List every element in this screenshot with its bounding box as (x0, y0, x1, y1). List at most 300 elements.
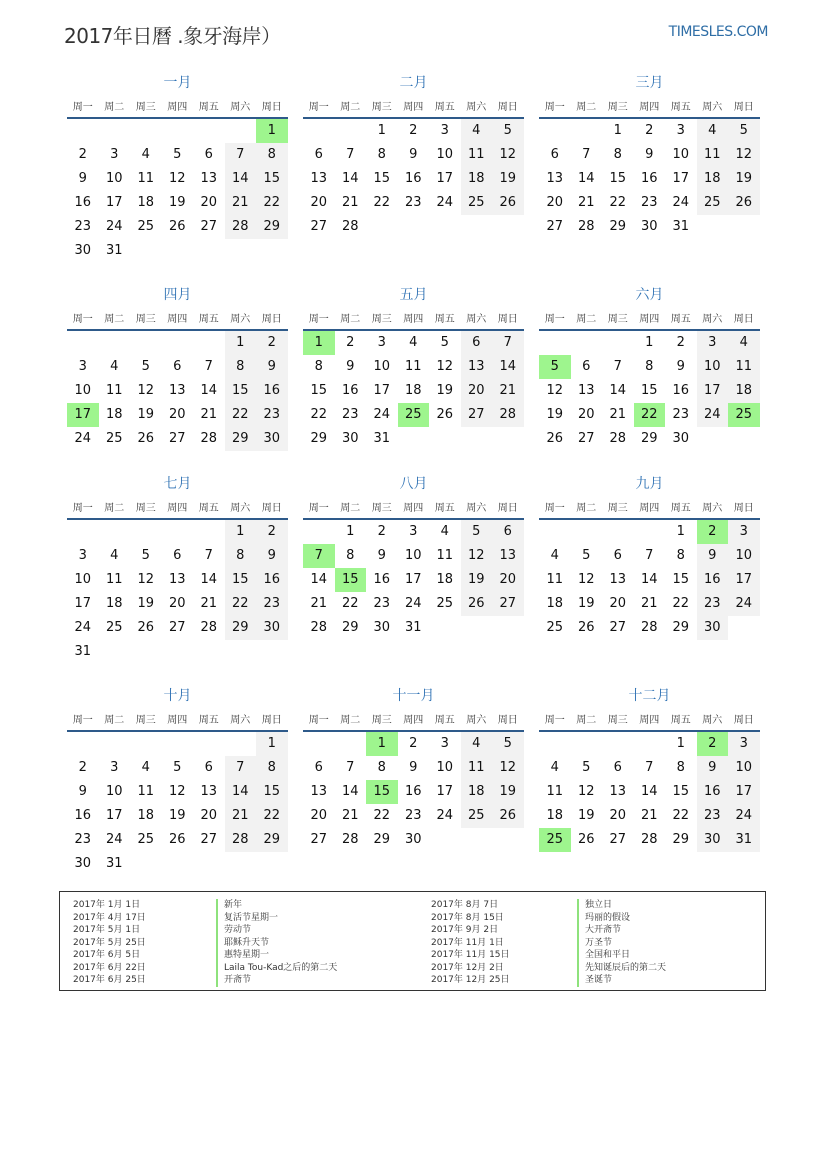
month-block (67, 474, 288, 664)
day-cell: 17 (728, 780, 760, 804)
holiday-day: 1 (256, 119, 288, 143)
day-cell: 15 (256, 167, 288, 191)
day-cell: 27 (609, 620, 627, 635)
day-cell: 15 (310, 383, 328, 398)
month-name: 八月 (399, 476, 428, 492)
month-block (67, 73, 288, 263)
day-cell: 3 (78, 548, 87, 563)
day-cell: 18 (728, 379, 760, 403)
day-cell: 28 (640, 832, 658, 847)
day-cell: 11 (137, 784, 155, 799)
day-cell: 30 (697, 828, 729, 852)
weekday-label: 周二 (340, 714, 361, 726)
weekday-label: 周一 (72, 313, 93, 325)
day-cell: 23 (697, 592, 729, 616)
day-cell: 17 (105, 195, 123, 210)
day-cell: 10 (74, 383, 92, 398)
day-cell: 13 (310, 784, 328, 799)
weekday-label: 周四 (167, 313, 188, 325)
holiday-date: 2017年 1月 1日 (73, 900, 141, 910)
day-cell: 25 (461, 804, 493, 828)
weekday-label: 周一 (544, 101, 565, 113)
day-cell: 4 (110, 359, 119, 374)
weekday-header (303, 93, 524, 119)
day-cell: 29 (672, 620, 690, 635)
day-cell: 11 (728, 355, 760, 379)
weekday-label: 周五 (670, 101, 691, 113)
day-cell: 28 (200, 431, 218, 446)
day-cell: 4 (409, 335, 418, 350)
day-cell: 30 (404, 832, 422, 847)
day-cell: 7 (613, 359, 622, 374)
weekday-label: 周五 (434, 502, 455, 514)
day-cell: 22 (609, 195, 627, 210)
day-cell: 23 (404, 808, 422, 823)
weekday-label: 周六 (702, 101, 723, 113)
weekday-label: 周日 (733, 313, 754, 325)
weekday-label: 周四 (167, 502, 188, 514)
month-name: 十月 (163, 688, 192, 704)
day-cell: 16 (404, 784, 422, 799)
day-cell: 10 (436, 147, 454, 162)
day-cell: 12 (461, 544, 493, 568)
weekday-header (67, 93, 288, 119)
weekday-label: 周四 (167, 714, 188, 726)
day-cell: 18 (105, 407, 123, 422)
day-cell: 16 (697, 780, 729, 804)
day-cell: 22 (373, 195, 391, 210)
month-name: 十一月 (392, 688, 435, 704)
day-cell: 4 (550, 548, 559, 563)
day-cell: 10 (697, 355, 729, 379)
day-cell: 5 (492, 119, 524, 143)
day-cell: 2 (645, 123, 654, 138)
weekday-label: 周二 (576, 313, 597, 325)
month-name: 六月 (635, 287, 664, 303)
day-cell: 11 (461, 143, 493, 167)
day-cell: 17 (105, 808, 123, 823)
day-cell: 8 (377, 760, 386, 775)
day-cell: 30 (373, 620, 391, 635)
day-cell: 1 (225, 331, 257, 355)
weekday-label: 周日 (261, 502, 282, 514)
day-cell: 10 (373, 359, 391, 374)
day-cell: 2 (346, 335, 355, 350)
day-cell: 8 (645, 359, 654, 374)
weekday-label: 周四 (639, 714, 660, 726)
site-name[interactable]: TIMESLES.COM (668, 24, 768, 40)
day-cell: 3 (440, 123, 449, 138)
day-cell: 4 (110, 548, 119, 563)
day-cell: 24 (728, 804, 760, 828)
holiday-name: 大开斋节 (577, 924, 666, 937)
day-cell: 17 (672, 171, 690, 186)
day-cell: 3 (409, 524, 418, 539)
holiday-day: 25 (539, 828, 571, 852)
weekday-label: 周二 (104, 313, 125, 325)
day-cell: 10 (728, 756, 760, 780)
day-cell: 12 (168, 784, 186, 799)
weekday-label: 周六 (230, 101, 251, 113)
day-cell: 12 (137, 383, 155, 398)
day-cell: 22 (672, 596, 690, 611)
weekday-label: 周五 (198, 313, 219, 325)
day-cell: 12 (577, 572, 595, 587)
holiday-name: 全国和平日 (577, 949, 666, 962)
day-cell: 6 (314, 147, 323, 162)
holiday-day: 15 (335, 568, 367, 592)
day-cell: 4 (550, 760, 559, 775)
day-cell: 27 (200, 219, 218, 234)
weekday-label: 周五 (198, 714, 219, 726)
day-cell: 21 (310, 596, 328, 611)
day-cell: 21 (492, 379, 524, 403)
day-cell: 22 (310, 407, 328, 422)
day-cell: 12 (436, 359, 454, 374)
weekday-label: 周五 (434, 714, 455, 726)
day-cell: 20 (310, 808, 328, 823)
month-name: 十二月 (628, 688, 671, 704)
day-cell: 5 (582, 760, 591, 775)
day-cell: 16 (404, 171, 422, 186)
day-cell: 26 (137, 620, 155, 635)
day-cell: 9 (409, 147, 418, 162)
day-cell: 15 (672, 572, 690, 587)
day-cell: 12 (728, 143, 760, 167)
day-cell: 22 (225, 592, 257, 616)
day-cell: 23 (256, 403, 288, 427)
day-cell: 4 (141, 760, 150, 775)
day-cell: 10 (74, 572, 92, 587)
day-grid (539, 732, 760, 876)
holiday-day: 25 (728, 403, 760, 427)
day-cell: 26 (546, 431, 564, 446)
day-cell: 3 (440, 736, 449, 751)
weekday-label: 周四 (639, 101, 660, 113)
day-grid (303, 331, 524, 475)
holiday-name: 开斋节 (216, 974, 337, 987)
month-block (539, 474, 760, 664)
day-cell: 10 (404, 548, 422, 563)
weekday-label: 周日 (733, 101, 754, 113)
day-cell: 11 (105, 572, 123, 587)
day-cell: 11 (461, 756, 493, 780)
day-cell: 26 (137, 431, 155, 446)
day-cell: 10 (728, 544, 760, 568)
day-cell: 6 (204, 147, 213, 162)
day-cell: 26 (461, 592, 493, 616)
day-cell: 21 (200, 596, 218, 611)
day-cell: 5 (173, 147, 182, 162)
day-cell: 30 (697, 616, 729, 640)
day-cell: 2 (256, 331, 288, 355)
weekday-label: 周二 (104, 714, 125, 726)
day-grid (539, 331, 760, 475)
holiday-date: 2017年 11月 1日 (431, 937, 504, 948)
day-cell: 14 (341, 171, 359, 186)
day-cell: 6 (173, 548, 182, 563)
weekday-label: 周日 (733, 714, 754, 726)
day-cell: 11 (137, 171, 155, 186)
day-cell: 31 (373, 431, 391, 446)
day-cell: 14 (640, 784, 658, 799)
weekday-label: 周四 (639, 313, 660, 325)
day-cell: 19 (137, 596, 155, 611)
day-cell: 21 (640, 808, 658, 823)
day-cell: 9 (676, 359, 685, 374)
month-name: 七月 (163, 476, 192, 492)
day-cell: 5 (461, 520, 493, 544)
day-cell: 14 (310, 572, 328, 587)
day-cell: 26 (492, 191, 524, 215)
day-cell: 23 (74, 219, 92, 234)
weekday-label: 周三 (135, 714, 156, 726)
day-cell: 21 (341, 808, 359, 823)
weekday-header (303, 494, 524, 520)
holiday-name: 复活节星期一 (216, 912, 337, 925)
day-cell: 25 (697, 191, 729, 215)
weekday-label: 周六 (702, 502, 723, 514)
day-cell: 16 (373, 572, 391, 587)
month-name: 三月 (635, 75, 664, 91)
day-cell: 3 (110, 147, 119, 162)
weekday-label: 周三 (607, 502, 628, 514)
day-cell: 20 (492, 568, 524, 592)
day-cell: 11 (546, 572, 564, 587)
page-title: 2017年日曆 .象牙海岸） (64, 24, 281, 48)
day-cell: 8 (256, 756, 288, 780)
day-cell: 29 (225, 427, 257, 451)
weekday-label: 周一 (308, 714, 329, 726)
day-cell: 17 (728, 568, 760, 592)
day-cell: 17 (697, 379, 729, 403)
day-cell: 7 (225, 756, 257, 780)
day-cell: 24 (74, 620, 92, 635)
holiday-date: 2017年 5月 25日 (73, 937, 146, 948)
day-cell: 11 (404, 359, 422, 374)
day-cell: 13 (461, 355, 493, 379)
day-cell: 18 (546, 596, 564, 611)
weekday-label: 周日 (497, 502, 518, 514)
weekday-header (539, 305, 760, 331)
day-cell: 22 (341, 596, 359, 611)
day-cell: 19 (577, 808, 595, 823)
day-cell: 23 (404, 195, 422, 210)
day-cell: 24 (728, 592, 760, 616)
day-cell: 27 (168, 431, 186, 446)
month-name: 一月 (163, 75, 192, 91)
weekday-label: 周四 (167, 101, 188, 113)
holiday-date: 2017年 5月 1日 (73, 925, 141, 935)
day-cell: 24 (373, 407, 391, 422)
day-cell: 19 (137, 407, 155, 422)
holiday-dates-left (73, 899, 146, 987)
month-name: 九月 (635, 476, 664, 492)
day-cell: 14 (341, 784, 359, 799)
day-cell: 19 (728, 167, 760, 191)
day-cell: 7 (492, 331, 524, 355)
day-cell: 23 (672, 407, 690, 422)
weekday-label: 周二 (576, 101, 597, 113)
day-cell: 28 (225, 215, 257, 239)
day-cell: 25 (137, 219, 155, 234)
day-cell: 14 (640, 572, 658, 587)
month-block (67, 686, 288, 876)
day-cell: 8 (377, 147, 386, 162)
day-grid (303, 119, 524, 263)
holiday-day: 17 (67, 403, 99, 427)
day-cell: 16 (672, 383, 690, 398)
day-cell: 19 (461, 568, 493, 592)
day-cell: 6 (314, 760, 323, 775)
day-cell: 11 (436, 548, 454, 563)
day-cell: 25 (461, 191, 493, 215)
day-cell: 12 (492, 756, 524, 780)
holiday-names-left (216, 899, 337, 987)
day-cell: 20 (609, 596, 627, 611)
day-cell: 2 (78, 760, 87, 775)
day-cell: 5 (173, 760, 182, 775)
weekday-label: 周三 (135, 502, 156, 514)
holiday-name: 独立日 (577, 899, 666, 912)
day-cell: 22 (256, 191, 288, 215)
day-cell: 3 (728, 732, 760, 756)
day-cell: 14 (225, 167, 257, 191)
day-cell: 18 (546, 808, 564, 823)
holiday-date: 2017年 8月 15日 (431, 912, 504, 923)
day-cell: 7 (645, 760, 654, 775)
weekday-label: 周六 (466, 502, 487, 514)
day-cell: 31 (105, 243, 123, 258)
day-cell: 21 (200, 407, 218, 422)
day-cell: 24 (697, 403, 729, 427)
day-cell: 24 (105, 832, 123, 847)
day-cell: 16 (341, 383, 359, 398)
weekday-label: 周二 (104, 502, 125, 514)
weekday-header (539, 93, 760, 119)
weekday-header (539, 494, 760, 520)
weekday-header (67, 305, 288, 331)
weekday-label: 周二 (340, 502, 361, 514)
month-block (303, 285, 524, 475)
day-cell: 3 (728, 520, 760, 544)
day-cell: 17 (404, 572, 422, 587)
day-cell: 7 (346, 147, 355, 162)
day-cell: 30 (74, 243, 92, 258)
day-cell: 22 (225, 403, 257, 427)
weekday-label: 周一 (544, 313, 565, 325)
day-cell: 13 (310, 171, 328, 186)
weekday-label: 周日 (497, 313, 518, 325)
day-cell: 15 (373, 171, 391, 186)
day-cell: 29 (640, 431, 658, 446)
holiday-day: 7 (303, 544, 335, 568)
day-cell: 8 (314, 359, 323, 374)
weekday-label: 周六 (702, 313, 723, 325)
day-cell: 20 (200, 808, 218, 823)
day-cell: 29 (310, 431, 328, 446)
day-grid (67, 119, 288, 263)
day-cell: 17 (373, 383, 391, 398)
day-cell: 30 (256, 616, 288, 640)
day-cell: 4 (461, 732, 493, 756)
day-grid (67, 520, 288, 664)
day-cell: 12 (137, 572, 155, 587)
day-cell: 27 (577, 431, 595, 446)
day-cell: 13 (546, 171, 564, 186)
day-cell: 25 (546, 620, 564, 635)
weekday-label: 周一 (72, 101, 93, 113)
holiday-day: 1 (303, 331, 335, 355)
day-cell: 16 (256, 379, 288, 403)
day-cell: 28 (577, 219, 595, 234)
day-cell: 9 (256, 355, 288, 379)
day-cell: 6 (613, 760, 622, 775)
weekday-label: 周三 (607, 313, 628, 325)
weekday-label: 周一 (308, 502, 329, 514)
weekday-label: 周日 (733, 502, 754, 514)
holiday-name: 先知诞辰后的第二天 (577, 962, 666, 975)
weekday-label: 周一 (72, 714, 93, 726)
day-cell: 7 (346, 760, 355, 775)
day-cell: 28 (640, 620, 658, 635)
weekday-label: 周五 (434, 313, 455, 325)
weekday-label: 周日 (497, 714, 518, 726)
day-cell: 16 (256, 568, 288, 592)
day-cell: 31 (74, 644, 92, 659)
day-cell: 13 (609, 784, 627, 799)
day-cell: 31 (728, 828, 760, 852)
weekday-label: 周一 (72, 502, 93, 514)
day-cell: 1 (346, 524, 355, 539)
day-cell: 20 (609, 808, 627, 823)
weekday-label: 周六 (230, 313, 251, 325)
day-cell: 15 (225, 568, 257, 592)
day-cell: 24 (436, 195, 454, 210)
day-cell: 25 (436, 596, 454, 611)
weekday-label: 周四 (403, 313, 424, 325)
day-cell: 4 (697, 119, 729, 143)
day-cell: 5 (492, 732, 524, 756)
day-cell: 30 (74, 856, 92, 871)
day-grid (67, 331, 288, 475)
holiday-day: 25 (398, 403, 430, 427)
day-cell: 28 (225, 828, 257, 852)
day-cell: 27 (200, 832, 218, 847)
day-cell: 29 (225, 616, 257, 640)
day-cell: 26 (492, 804, 524, 828)
day-cell: 1 (256, 732, 288, 756)
day-cell: 24 (404, 596, 422, 611)
day-cell: 20 (546, 195, 564, 210)
weekday-label: 周六 (466, 313, 487, 325)
day-cell: 13 (168, 572, 186, 587)
day-cell: 1 (645, 335, 654, 350)
weekday-label: 周三 (371, 502, 392, 514)
day-cell: 10 (105, 784, 123, 799)
month-block (303, 474, 524, 664)
day-cell: 8 (346, 548, 355, 563)
weekday-label: 周五 (434, 101, 455, 113)
day-cell: 1 (613, 123, 622, 138)
holiday-name: 惠特星期一 (216, 949, 337, 962)
day-cell: 8 (676, 548, 685, 563)
day-cell: 13 (168, 383, 186, 398)
day-cell: 20 (168, 596, 186, 611)
weekday-header (303, 706, 524, 732)
day-cell: 28 (200, 620, 218, 635)
weekday-label: 周五 (670, 714, 691, 726)
